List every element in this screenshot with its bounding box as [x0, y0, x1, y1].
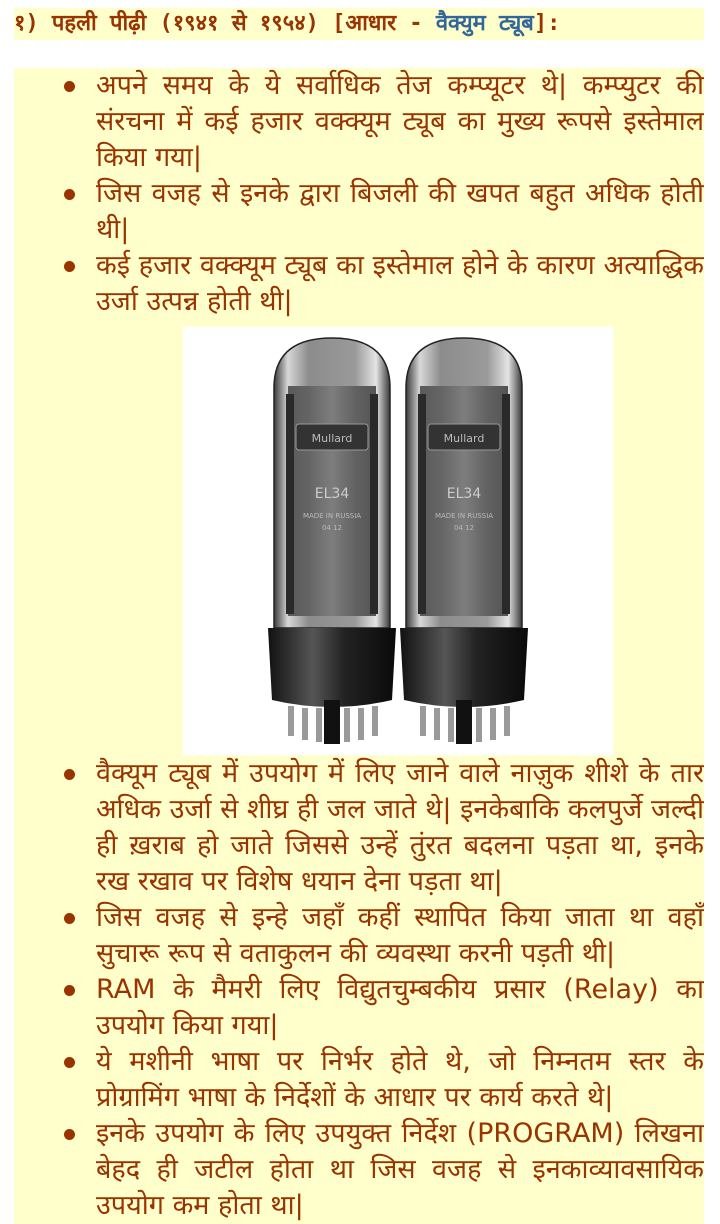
list-item-text: RAM के मैमरी लिए विद्युतचुम्बकीय प्रसार (Relay) का उपयोग किया गया| — [96, 974, 704, 1041]
vacuum-tube-image — [182, 326, 614, 756]
list-item — [14, 176, 704, 248]
list-item-text: वैक्यूम ट्यूब में उपयोग में लिए जाने वाले नाज़ुक शीशे के तार अधिक उर्जा से शीघ्र ही जल जाते थे| इनकेबाकि कलपुर्जे जल्दी ही ख़राब हो जाते जिससे उन्हें तुंरत बदलना पड़ता था, इनके रख रखाव पर विशेष धयान देना पड़ता था| — [96, 758, 704, 897]
tube-left — [268, 338, 396, 744]
bullet-icon — [64, 1057, 75, 1068]
bullet-icon — [64, 769, 75, 780]
list-item — [14, 1044, 704, 1116]
list-item — [14, 900, 704, 972]
bullet-icon — [64, 81, 75, 92]
content-block — [14, 68, 704, 1224]
bullet-icon — [64, 189, 75, 200]
list-item — [14, 1116, 704, 1224]
svg-text:EL34: EL34 — [446, 486, 482, 502]
points-list-bottom — [14, 756, 704, 1224]
svg-text:MADE IN RUSSIA: MADE IN RUSSIA — [302, 512, 362, 520]
svg-text:Mullard: Mullard — [311, 432, 353, 445]
list-item-text: इनके उपयोग के लिए उपयुक्त निर्देश (PROGRAM) लिखना बेहद ही जटील होता था जिस वजह से इनकाव्यावसायिक उपयोग कम होता था| — [96, 1118, 704, 1221]
heading-suffix: ]: — [533, 11, 561, 36]
list-item — [14, 756, 704, 900]
section-heading — [14, 8, 704, 40]
list-item — [14, 248, 704, 320]
list-item — [14, 972, 704, 1044]
heading-prefix: १) पहली पीढ़ी (१९४१ से १९५४) [आधार - — [14, 11, 436, 36]
tube-right — [400, 338, 528, 744]
list-item-text: अपने समय के ये सर्वाधिक तेज कम्प्यूटर थे| कम्प्युटर की संरचना में कई हजार वक्क्यूम ट्यूब का मुख्य रूपसे इस्तेमाल किया गया| — [96, 70, 704, 173]
bullet-icon — [64, 1129, 75, 1140]
svg-text:04 12: 04 12 — [453, 524, 475, 532]
list-item-text: जिस वजह से इनके द्वारा बिजली की खपत बहुत अधिक होती थी| — [96, 178, 704, 245]
list-item-text: जिस वजह से इन्हे जहाँ कहीं स्थापित किया जाता था वहाँ सुचारू रूप से वताकुलन की व्यवस्था करनी पड़ती थी| — [96, 902, 704, 969]
heading-link[interactable]: वैक्युम ट्यूब — [435, 11, 534, 36]
points-list-top — [14, 68, 704, 320]
svg-text:04 12: 04 12 — [321, 524, 343, 532]
list-item — [14, 68, 704, 176]
list-item-text: ये मशीनी भाषा पर निर्भर होते थे, जो निम्नतम स्तर के प्रोग्रामिंग भाषा के निर्देशों के आधार पर कार्य करते थे| — [96, 1046, 704, 1113]
bullet-icon — [64, 985, 75, 996]
bullet-icon — [64, 261, 75, 272]
svg-text:MADE IN RUSSIA: MADE IN RUSSIA — [434, 512, 494, 520]
list-item-text: कई हजार वक्क्यूम ट्यूब का इस्तेमाल होने के कारण अत्याद्धिक उर्जा उत्पन्न होती थी| — [96, 250, 704, 317]
vacuum-tubes-illustration — [184, 328, 612, 754]
bullet-icon — [64, 913, 75, 924]
svg-text:EL34: EL34 — [314, 486, 350, 502]
svg-text:Mullard: Mullard — [443, 432, 485, 445]
